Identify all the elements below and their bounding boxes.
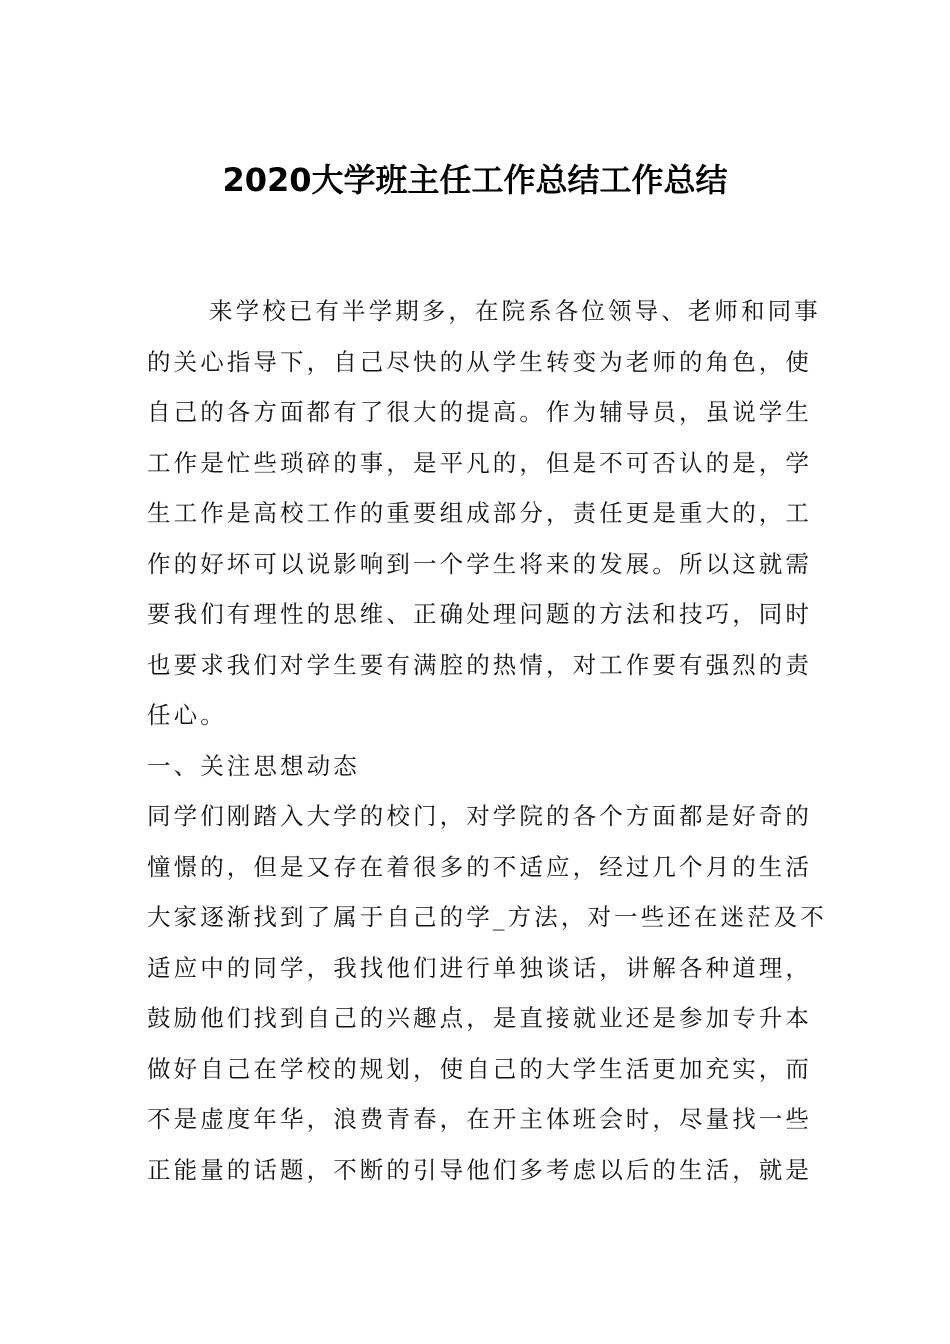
- paragraph-line: 来学校已有半学期多，在院系各位领导、老师和同事: [209, 297, 821, 325]
- paragraph-line: 也要求我们对学生要有满腔的热情，对工作要有强烈的责: [147, 650, 812, 679]
- paragraph-line: 适应中的同学，我找他们进行单独谈话，讲解各种道理，: [147, 953, 812, 982]
- document-body: [147, 286, 827, 1195]
- paragraph-line: 憧憬的，但是又存在着很多的不适应，经过几个月的生活: [147, 852, 812, 881]
- paragraph-line: 要我们有理性的思维、正确处理问题的方法和技巧，同时: [147, 600, 812, 628]
- paragraph-line: 鼓励他们找到自己的兴趣点，是直接就业还是参加专升本: [147, 1004, 812, 1032]
- paragraph-line: 作的好坏可以说影响到一个学生将来的发展。所以这就需: [147, 549, 812, 578]
- paragraph-line: 的关心指导下，自己尽快的从学生转变为老师的角色，使: [147, 347, 812, 376]
- section-heading: 一、关注思想动态: [147, 751, 360, 780]
- paragraph-line: 同学们刚踏入大学的校门，对学院的各个方面都是好奇的: [147, 802, 812, 830]
- paragraph-line: 大家逐渐找到了属于自己的学_方法，对一些还在迷茫及不: [147, 903, 827, 931]
- paragraph-line: 正能量的话题，不断的引导他们多考虑以后的生活，就是: [147, 1155, 812, 1184]
- paragraph-line: 工作是忙些琐碎的事，是平凡的，但是不可否认的是，学: [147, 448, 812, 477]
- paragraph-line: 自己的各方面都有了很大的提高。作为辅导员，虽说学生: [147, 398, 812, 426]
- paragraph-line: 不是虚度年华，浪费青春，在开主体班会时，尽量找一些: [147, 1105, 812, 1133]
- paragraph-line: 生工作是高校工作的重要组成部分，责任更是重大的，工: [147, 499, 812, 527]
- paragraph-line: 任心。: [147, 701, 227, 729]
- paragraph-line: 做好自己在学校的规划，使自己的大学生活更加充实，而: [147, 1054, 812, 1083]
- document-title: 2020大学班主任工作总结工作总结: [222, 161, 728, 199]
